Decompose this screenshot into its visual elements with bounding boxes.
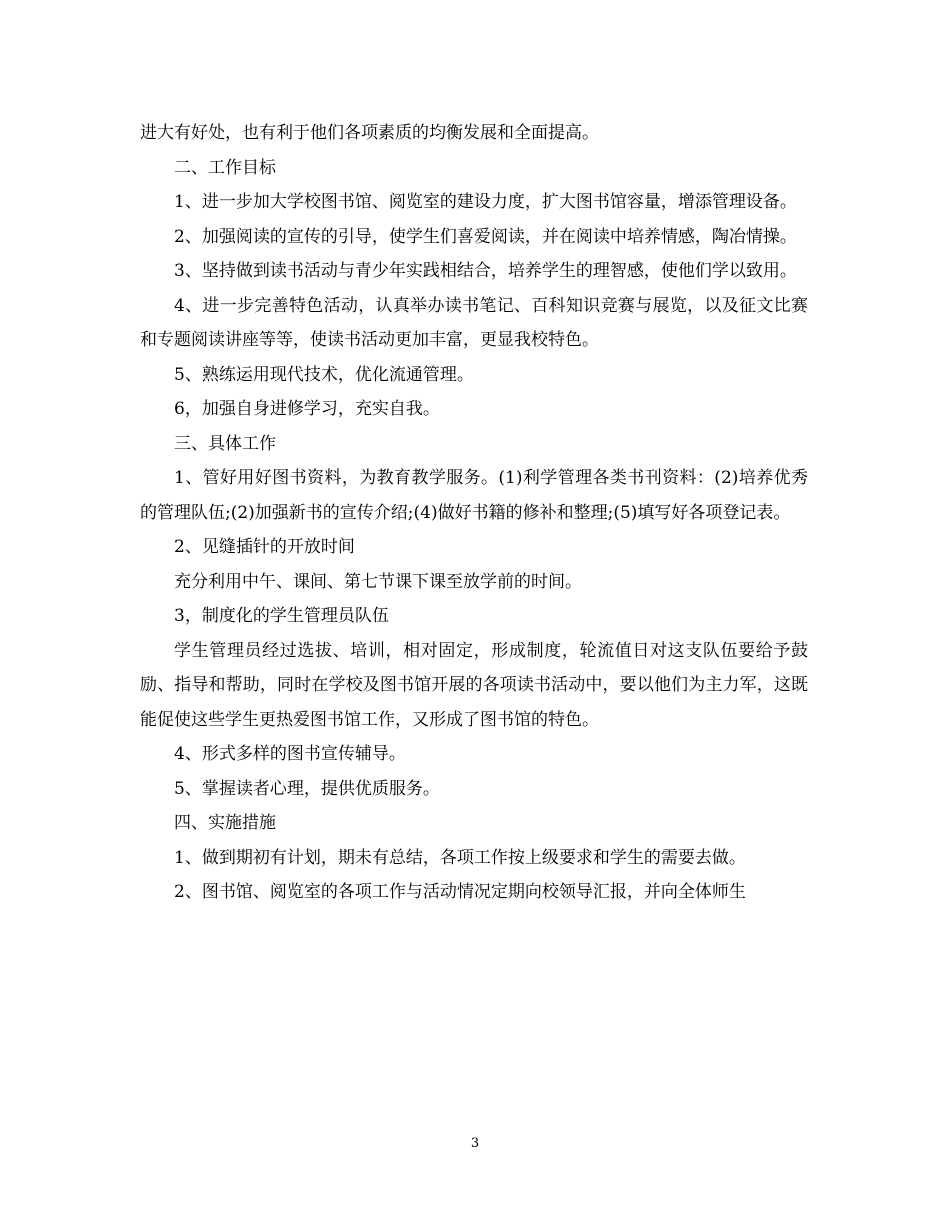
paragraph: 2、加强阅读的宣传的引导，使学生们喜爱阅读，并在阅读中培养情感，陶冶情操。 (174, 226, 797, 247)
paragraph: 4、形式多样的图书宣传辅导。 (174, 744, 406, 764)
paragraph: 充分利用中午、课间、第七节课下课至放学前的时间。 (174, 571, 582, 592)
page-number: 3 (470, 1136, 480, 1151)
paragraph: 1、进一步加大学校图书馆、阅览室的建设力度，扩大图书馆容量，增添管理设备。 (174, 192, 797, 212)
paragraph: 4、进一步完善特色活动，认真举办读书笔记、百科知识竞赛与展览，以及征文比赛和专题阅读讲座等等，使读书活动更加丰富，更显我校特色。 (140, 295, 808, 350)
paragraph: 3，制度化的学生管理员队伍 (174, 606, 389, 626)
paragraph: 进大有好处，也有利于他们各项素质的均衡发展和全面提高。 (140, 123, 599, 143)
paragraph: 2、图书馆、阅览室的各项工作与活动情况定期向校领导汇报，并向全体师生 (174, 882, 746, 902)
paragraph: 6，加强自身进修学习，充实自我。 (174, 399, 440, 419)
paragraph: 1、管好用好图书资料，为教育教学服务。(1)利学管理各类书刊资料：(2)培养优秀的管理队伍;(2)加强新书的宣传介绍;(4)做好书籍的修补和整理;(5)填写好各项登记表。 (140, 468, 808, 523)
section-heading: 二、工作目标 (174, 157, 276, 178)
paragraph: 2、见缝插针的开放时间 (174, 537, 355, 557)
paragraph: 1、做到期初有计划，期未有总结，各项工作按上级要求和学生的需要去做。 (174, 847, 746, 868)
paragraph: 5、掌握读者心理，提供优质服务。 (174, 778, 440, 799)
paragraph: 学生管理员经过选拔、培训，相对固定，形成制度，轮流值日对这支队伍要给予鼓励、指导和帮助，同时在学校及图书馆开展的各项读书活动中，要以他们为主力军，这既能促使这些学生更热爱图书馆工作，又形成了图书馆的特色。 (140, 640, 808, 730)
paragraph: 3、坚持做到读书活动与青少年实践相结合，培养学生的理智感，使他们学以致用。 (174, 261, 797, 281)
paragraph: 5、熟练运用现代技术，优化流通管理。 (174, 364, 474, 385)
section-heading: 四、实施措施 (174, 813, 276, 833)
document-body (140, 116, 808, 910)
section-heading: 三、具体工作 (174, 433, 276, 454)
